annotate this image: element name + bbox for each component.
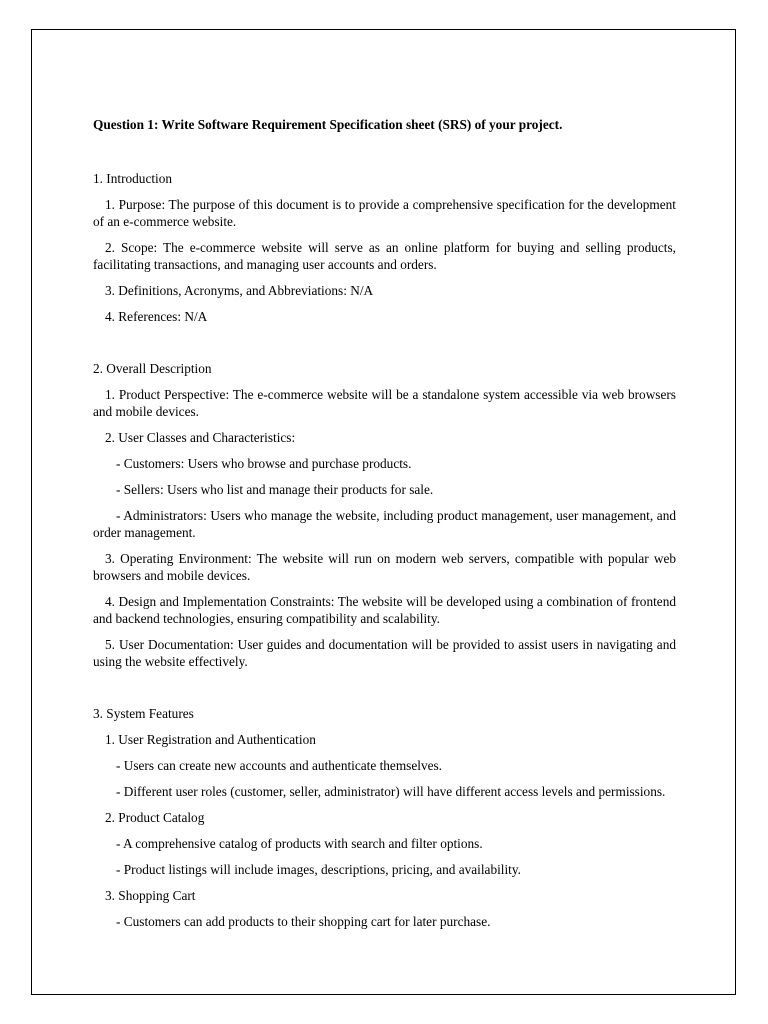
list-item: - A comprehensive catalog of products with search and filter options.: [116, 836, 483, 851]
document-page: [31, 29, 736, 995]
section-heading: 1. Introduction: [93, 171, 173, 186]
list-item: - Product listings will include images, descriptions, pricing, and availability.: [116, 862, 521, 877]
paragraph: 5. User Documentation: User guides and documentation will be provided to assist users in navigating and using the website effectively.: [93, 637, 676, 669]
paragraph: 3. Operating Environment: The website will run on modern web servers, compatible with popular web browsers and mobile devices.: [93, 551, 676, 583]
paragraph: 4. Design and Implementation Constraints: The website will be developed using a combination of frontend and backend technologies, ensuring compatibility and scalability.: [93, 594, 676, 626]
paragraph: 2. User Classes and Characteristics:: [105, 430, 296, 445]
list-item: - Sellers: Users who list and manage their products for sale.: [116, 482, 434, 497]
paragraph: 1. Purpose: The purpose of this document is to provide a comprehensive specification for the development of an e-commerce website.: [93, 197, 676, 229]
list-item: - Different user roles (customer, seller, administrator) will have different access levels and permissions.: [116, 784, 666, 799]
section-overall-description: [93, 360, 676, 670]
paragraph: 2. Scope: The e-commerce website will serve as an online platform for buying and selling products, facilitating transactions, and managing user accounts and orders.: [93, 240, 676, 272]
paragraph: 3. Shopping Cart: [105, 888, 196, 903]
list-item: - Customers can add products to their shopping cart for later purchase.: [116, 914, 491, 929]
section-introduction: [93, 170, 676, 325]
paragraph: 1. User Registration and Authentication: [105, 732, 316, 747]
document-content: [93, 116, 676, 939]
paragraph: 1. Product Perspective: The e-commerce website will be a standalone system accessible via web browsers and mobile devices.: [93, 387, 676, 419]
list-item: - Administrators: Users who manage the website, including product management, user management, and order management.: [93, 508, 676, 540]
section-heading: 2. Overall Description: [93, 361, 212, 376]
list-item: - Customers: Users who browse and purchase products.: [116, 456, 412, 471]
section-heading: 3. System Features: [93, 706, 194, 721]
paragraph: 4. References: N/A: [105, 309, 208, 324]
paragraph: 2. Product Catalog: [105, 810, 205, 825]
paragraph: 3. Definitions, Acronyms, and Abbreviations: N/A: [105, 283, 374, 298]
question-heading: Question 1: Write Software Requirement Specification sheet (SRS) of your project.: [93, 117, 563, 132]
section-system-features: [93, 705, 676, 930]
list-item: - Users can create new accounts and authenticate themselves.: [116, 758, 442, 773]
